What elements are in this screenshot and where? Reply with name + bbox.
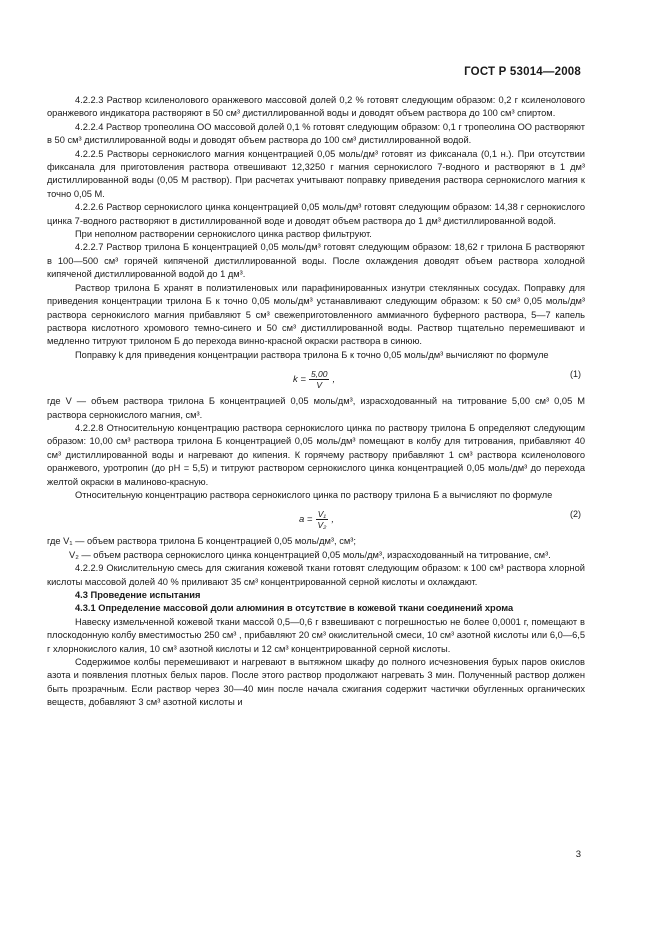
- paragraph-4-2-2-3: 4.2.2.3 Раствор ксиленолового оранжевого массовой долей 0,2 % готовят следующим образом: 0,2 г ксиленолового оранжевого индикатора растворяют в 50 см³ дистиллированной воды и доводят объем раствора до 100 см³ спиртом.: [47, 95, 585, 119]
- paragraph-4-2-2-6: 4.2.2.6 Раствор сернокислого цинка концентрацией 0,05 моль/дм³ готовят следующим образом: 14,38 г сернокислого цинка 7-водного растворяют в дистиллированной воде и доводят объем раствора до 1 дм³ дистиллированной водой.: [47, 202, 585, 226]
- paragraph-where-v2: V₂ — объем раствора сернокислого цинка концентрацией 0,05 моль/дм³, израсходованный на титрование, см³.: [69, 549, 551, 560]
- paragraph-4-2-2-4: 4.2.2.4 Раствор тропеолина ОО массовой долей 0,1 % готовят следующим образом: 0,1 г тропеолина ОО растворяют в 50 см³ дистиллированной воды и доводят объем раствора до 100 см³ дистиллированной водой.: [47, 121, 585, 146]
- formula-2-number: (2): [570, 509, 581, 520]
- paragraph-where-v1: где V₁ — объем раствора трилона Б концентрацией 0,05 моль/дм³, см³;: [47, 536, 356, 547]
- formula-1-denominator: V: [316, 380, 323, 391]
- formula-1-fraction: [309, 369, 330, 390]
- paragraph-trilon-storage: Раствор трилона Б хранят в полиэтиленовых или парафинированных изнутри стеклянных сосудах. Поправку для приведения концентрации трилона Б к точно 0,05 моль/дм³ устанавливают следующим образом: к 50 см³ 0,05 моль/дм³ раствора сернокислого магния прибавляют 5 см³ свежеприготовленного аммиачного буферного раствора, 5—7 капель раствора кислотного хромового темно-синего и 50 см³ дистиллированной воды. Раствор тщательно перемешивают и медленно титруют трилоном Б до перехода винно-красной окраски раствора в синюю.: [47, 282, 585, 347]
- paragraph-4-2-2-7: 4.2.2.7 Раствор трилона Б концентрацией 0,05 моль/дм³ готовят следующим образом: 18,62 г трилона Б растворяют в 100—500 см³ горячей кипяченой дистиллированной воды. После охлаждения доводят объем раствора холодной кипяченой дистиллированной водой до 1 дм³.: [47, 242, 585, 280]
- paragraph-sample-weighing: Навеску измельченной кожевой ткани массой 0,5—0,6 г взвешивают с погрешностью не более 0,0001 г, помещают в плоскодонную колбу вместимостью 250 см³ , прибавляют 20 см³ окислительной смеси, 10 см³ азотной кислоты или 6,0—6,5 г хлорнокислого калия, 10 см³ азотной кислоты и 12 см³ концентрированной серной кислоты.: [47, 616, 585, 654]
- formula-2-numerator: V₁: [317, 509, 327, 520]
- formula-1: [47, 364, 585, 394]
- paragraph-where-v: где V — объем раствора трилона Б концентрацией 0,05 моль/дм³, израсходованный на титрование 5,00 см³ 0,05 М раствора сернокислого магния, см³.: [47, 396, 585, 420]
- formula-2: [47, 504, 585, 534]
- formula-1-expression: [293, 369, 335, 390]
- page-body: [47, 94, 585, 710]
- section-heading-4-3-1: 4.3.1 Определение массовой доли алюминия в отсутствие в кожевой ткани соединений хрома: [75, 603, 514, 614]
- section-heading-4-3: 4.3 Проведение испытания: [75, 590, 201, 600]
- formula-2-fraction: [315, 509, 328, 530]
- paragraph-4-2-2-8: 4.2.2.8 Относительную концентрацию раствора сернокислого цинка по раствору трилона Б определяют следующим образом: 10,00 см³ раствора трилона Б концентрацией 0,05 моль/дм³ помещают в колбу для титрования, прибавляют 40 см³ дистиллированной воды и нагревают до кипения. К горячему раствору прибавляют 1 см³ раствора ксиленолового оранжевого, уротропин (до pH = 5,5) и титруют раствором сернокислого цинка концентрацией 0,05 моль/дм³ до перехода желтой окраски в малиново-красную.: [47, 422, 585, 487]
- formula-2-expression: [299, 509, 334, 530]
- formula-2-lhs: a =: [299, 514, 313, 526]
- paragraph-4-2-2-9: 4.2.2.9 Окислительную смесь для сжигания кожевой ткани готовят следующим образом: к 100 см³ раствора хлорной кислоты массовой долей 40 % приливают 35 см³ концентрированной серной кислоты и охлаждают.: [47, 563, 585, 587]
- formula-2-tail: ,: [331, 514, 335, 526]
- page-number: 3: [575, 849, 581, 860]
- paragraph-4-2-2-5: 4.2.2.5 Растворы сернокислого магния концентрацией 0,05 моль/дм³ готовят из фиксанала (0,1 н.). При отсутствии фиксанала для приготовления раствора отвешивают 12,3250 г магния сернокислого 7-водного и растворяют в 1 дм³ дистиллированной воды (0,05 М раствор). При расчетах учитывают поправку приведения раствора сернокислого магния к точно 0,05 М.: [47, 148, 585, 199]
- paragraph-correction-k: Поправку k для приведения концентрации раствора трилона Б к точно 0,05 моль/дм³ вычисляют по формуле: [75, 349, 549, 360]
- paragraph-relative-concentration: Относительную концентрацию раствора сернокислого цинка по раствору трилона Б a вычисляют по формуле: [75, 489, 553, 500]
- paragraph-filter-note: При неполном растворении сернокислого цинка раствор фильтруют.: [75, 229, 372, 240]
- document-code: ГОСТ Р 53014—2008: [464, 66, 581, 78]
- formula-1-tail: ,: [332, 373, 336, 385]
- formula-1-lhs: k =: [293, 373, 306, 385]
- formula-1-number: (1): [570, 369, 581, 380]
- paragraph-heating: Содержимое колбы перемешивают и нагревают в вытяжном шкафу до полного исчезновения бурых паров окислов азота и появления плотных белых паров. После этого раствор продолжают нагревать 3 мин. Полученный раствор должен быть прозрачным. Если раствор через 30—40 мин после начала сжигания содержит частички обугленных органических веществ, добавляют 3 см³ азотной кислоты и: [47, 657, 585, 708]
- formula-1-numerator: 5,00: [310, 369, 328, 380]
- formula-2-denominator: V₂: [317, 520, 327, 531]
